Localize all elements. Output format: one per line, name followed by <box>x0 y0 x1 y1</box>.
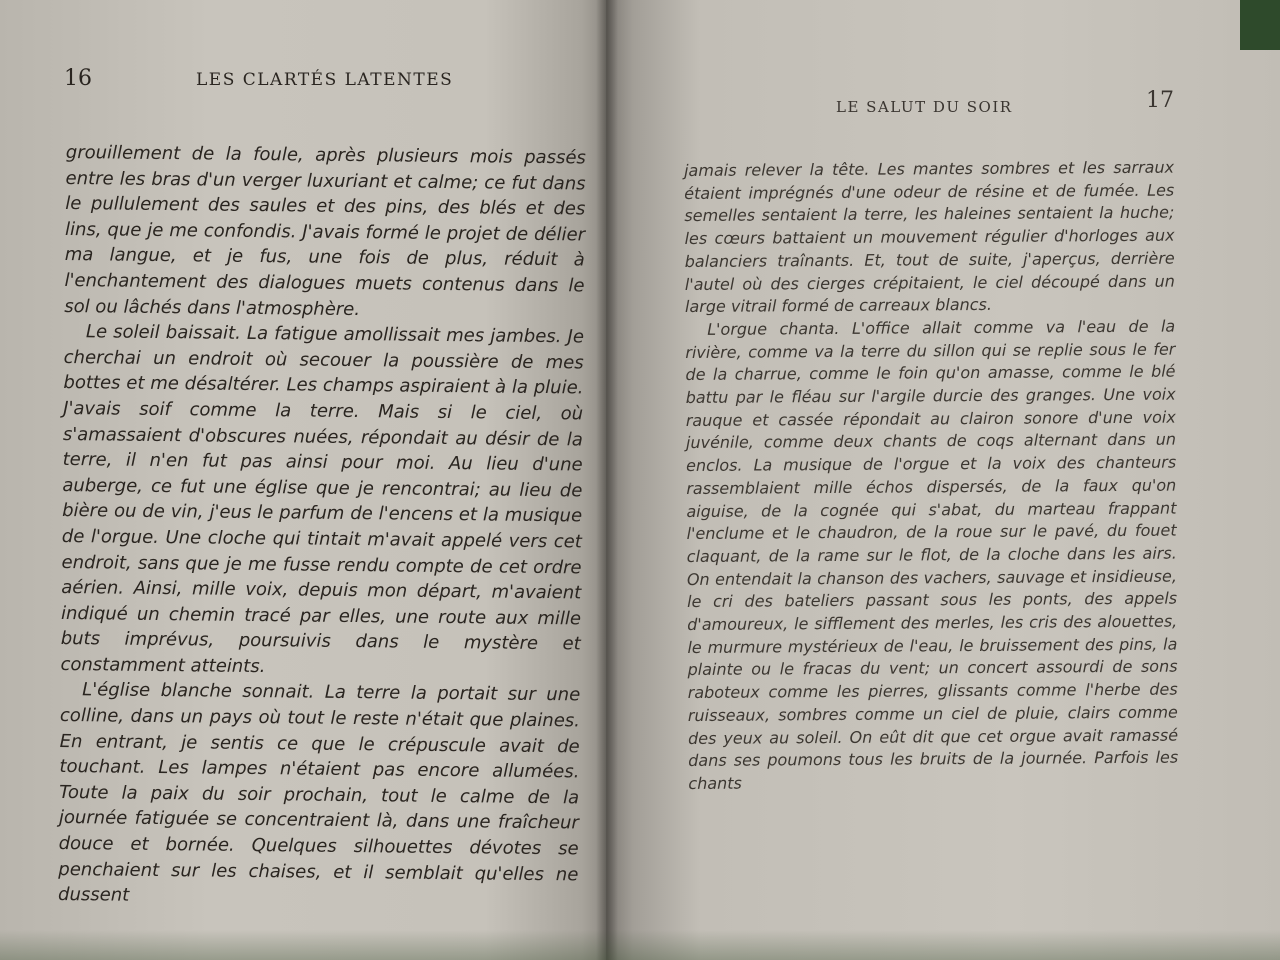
left-page-header <box>64 66 484 96</box>
right-running-title: LE SALUT DU SOIR <box>836 98 1013 116</box>
left-paragraph-2: Le soleil baissait. La fatigue amollissait mes jambes. Je cherchai un endroit où secouer la poussière de mes bottes et me désaltérer. Les champs aspiraient à la pluie. J'avais soif comme la terre. Mais si le ciel, où s'amassaient d'obscures nuées, répondait au désir de la terre, il n'en fut pas ainsi pour moi. Au lieu d'une auberge, ce fut une église que je rencontrai; au lieu de bière ou de vin, j'eus le parfum de l'encens et la musique de l'orgue. Une cloche qui tintait m'avait appelé vers cet endroit, sans que je me fusse rendu compte de cet ordre aérien. Ainsi, mille voix, depuis mon départ, m'avaient indiqué un chemin tracé par elles, une route aux mille buts imprévus, poursuivis dans le mystère et constamment atteints. <box>60 321 585 677</box>
right-page-body <box>684 157 1178 796</box>
left-page <box>0 0 606 960</box>
right-paragraph-1: jamais relever la tête. Les mantes sombres et les sarraux étaient imprégnés d'une odeur de résine et de fumée. Les semelles sentaient la terre, les haleines sentaient la huche; les cœurs battaient un mouvement régulier d'horloges aux balanciers traînants. Et, tout de suite, j'aperçus, derrière l'autel où des cierges crépitaient, le ciel découpé dans un large vitrail formé de carreaux blancs. <box>684 157 1175 317</box>
background-bottom-edge <box>0 930 1280 960</box>
left-paragraph-1: grouillement de la foule, après plusieurs mois passés entre les bras d'un verger luxuriant et calme; ce fut dans le pullulement des saules et des pins, des blés et des lins, que je me confondis. J'avais formé le projet de délier ma langue, et je fus, une fois de plus, réduit à l'enchantement des dialogues muets contenus dans le sol ou lâchés dans l'atmosphère. <box>64 141 586 320</box>
background-edge <box>1240 0 1280 50</box>
left-paragraph-3: L'église blanche sonnait. La terre la portait sur une colline, dans un pays où tout le reste n'était que plaines. En entrant, je sentis ce que le crépuscule avait de touchant. Les lampes n'étaient pas encore allumées. Toute la paix du soir prochain, tout le calme de la journée fatiguée se concentraient là, dans une fraîcheur douce et bornée. Quelques silhouettes dévotes se penchaient sur les chaises, et il semblait qu'elles ne dussent <box>57 679 581 906</box>
right-paragraph-2: L'orgue chanta. L'office allait comme va l'eau de la rivière, comme va la terre du sillon qui se replie sous le fer de la charrue, comme le foin qu'on amasse, comme le blé battu par le fléau sur l'argile durcie des granges. Une voix rauque et cassée répondait au clairon sonore d'une voix juvénile, comme deux chants de coqs alternant dans un enclos. La musique de l'orgue et la voix des chanteurs rassemblaient mille échos dispersés, de la faux qu'on aiguise, de la cognée qui s'abat, du marteau frappant l'enclume et le chaudron, de la roue sur le pavé, du fouet claquant, de la rame sur le flot, de la cloche dans les airs. On entendait la chanson des vachers, sauvage et insidieuse, le cri des bateliers passant sous les ponts, des appels d'amoureux, le sifflement des merles, les cris des alouettes, le murmure mystérieux de l'eau, le bruissement des pins, la plainte ou le fracas du vent; un concert assourdi de sons raboteux comme les pierres, glissants comme l'herbe des ruisseaux, sombres comme un ciel de pluie, clairs comme des yeux au soleil. On eût dit que cet orgue avait ramassé dans ses poumons tous les bruits de la journée. Parfois les chants <box>685 316 1179 793</box>
left-page-number: 16 <box>64 66 92 91</box>
right-page-number: 17 <box>1146 88 1174 113</box>
left-page-body <box>58 140 586 913</box>
book-gutter <box>596 0 618 960</box>
left-running-title: LES CLARTÉS LATENTES <box>196 70 454 90</box>
